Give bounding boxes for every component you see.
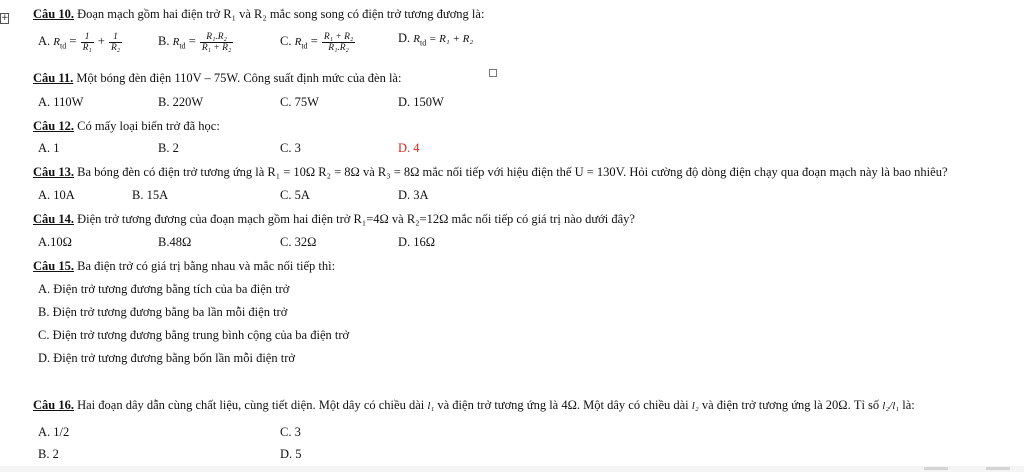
question-16-text: Hai đoạn dây dẫn cùng chất liệu, cùng tiết diện. Một dây có chiều dài xyxy=(73,398,428,412)
question-11-label: Câu 11. xyxy=(33,71,74,85)
question-16-text: và điện trở tương ứng là 20Ω. Tỉ số xyxy=(698,398,883,412)
fraction: $\frac{1}{\text{R₁}}$ xyxy=(82,31,92,53)
option-label: D. xyxy=(398,31,411,45)
q15-option-a[interactable]: A. Điện trở tương đương bằng tích của ba điện trở xyxy=(38,282,290,296)
q10-option-b[interactable] xyxy=(158,30,234,58)
q13-option-c[interactable]: C. 5A xyxy=(280,188,310,202)
page-bottom-edge xyxy=(0,466,1024,472)
formula-subscript: td xyxy=(301,41,308,51)
q15-option-b[interactable]: B. Điện trở tương đương bằng ba lần mỗi điện trở xyxy=(38,305,288,319)
formula-symbol: R xyxy=(53,36,61,48)
question-11-text: Một bóng đèn điện 110V – 75W. Công suất định mức của đèn là: xyxy=(73,71,402,85)
question-12 xyxy=(33,118,220,134)
fraction: $\frac{\text{R₁.R₂}}{\text{R₁ + R₂}}$ xyxy=(201,31,232,53)
length-ratio: l₂/l₁ xyxy=(882,400,900,412)
length-l1: l₁ xyxy=(427,400,435,412)
q11-option-d[interactable]: D. 150W xyxy=(398,95,444,109)
formula-operator: = xyxy=(69,34,77,48)
ruler-mark xyxy=(986,467,1010,470)
q13-option-d[interactable]: D. 3A xyxy=(398,188,429,202)
q11-option-b[interactable]: B. 220W xyxy=(158,95,204,109)
question-12-text: Có mấy loại biến trở đã học: xyxy=(73,119,220,133)
question-16-label: Câu 16. xyxy=(33,398,74,412)
question-11 xyxy=(33,70,401,86)
formula-operator: = xyxy=(310,34,318,48)
formula-rest: = R₁ + R₂ xyxy=(426,33,474,45)
q15-option-c[interactable]: C. Điện trở tương đương bằng trung bình cộng của ba điện trở xyxy=(38,328,350,342)
question-15 xyxy=(33,258,335,274)
question-13-label: Câu 13. xyxy=(33,165,74,179)
q16-option-c[interactable]: C. 3 xyxy=(280,425,301,439)
q14-option-a[interactable]: A.10Ω xyxy=(38,235,72,249)
question-14-label: Câu 14. xyxy=(33,212,74,226)
formula-symbol: R xyxy=(294,36,302,48)
formula-symbol: R xyxy=(172,36,180,48)
q15-option-d[interactable]: D. Điện trở tương đương bằng bốn lần mỗi điện trở xyxy=(38,351,295,365)
q16-option-b[interactable]: B. 2 xyxy=(38,447,59,461)
question-10-label: Câu 10. xyxy=(33,7,74,21)
checkbox-icon[interactable] xyxy=(489,69,497,77)
q14-option-d[interactable]: D. 16Ω xyxy=(398,235,436,249)
question-15-label: Câu 15. xyxy=(33,259,74,273)
fraction: $\frac{\text{R₁ + R₂}}{\text{R₁.R₂}}$ xyxy=(323,31,354,53)
formula-subscript: td xyxy=(60,41,67,51)
question-15-text: Ba điện trở có giá trị bằng nhau và mắc nối tiếp thì: xyxy=(73,259,336,273)
q11-option-c[interactable]: C. 75W xyxy=(280,95,319,109)
q12-option-d[interactable]: D. 4 xyxy=(398,141,420,155)
question-16-text: là: xyxy=(899,398,915,412)
question-10-text: Đoạn mạch gồm hai điện trở R₁ và R₂ mắc song song có điện trở tương đương là: xyxy=(73,7,485,21)
q13-option-a[interactable]: A. 10A xyxy=(38,188,75,202)
q10-option-c[interactable] xyxy=(280,30,356,58)
q13-option-b[interactable]: B. 15A xyxy=(132,188,169,202)
question-14 xyxy=(33,211,635,227)
question-13 xyxy=(33,164,948,180)
question-13-text: Ba bóng đèn có điện trở tương ứng là R₁ = 10Ω R₂ = 8Ω và R₃ = 8Ω mắc nối tiếp với hiệu điện thế U = 130V. Hỏi cường độ dòng điện chạy qua đoạn mạch này là bao nhiêu? xyxy=(73,165,948,179)
formula-symbol: R xyxy=(413,33,421,45)
q12-option-a[interactable]: A. 1 xyxy=(38,141,60,155)
formula-operator: = xyxy=(188,34,196,48)
q10-option-a[interactable] xyxy=(38,30,123,58)
formula-operator: + xyxy=(97,34,105,48)
formula-subscript: td xyxy=(420,38,427,48)
fraction: $\frac{1}{\text{R₂}}$ xyxy=(110,31,121,53)
option-label: A. xyxy=(38,34,51,48)
q11-option-a[interactable]: A. 110W xyxy=(38,95,84,109)
formula-subscript: td xyxy=(179,41,186,51)
question-12-label: Câu 12. xyxy=(33,119,74,133)
length-l2: l₂ xyxy=(691,400,699,412)
option-label: C. xyxy=(280,34,292,48)
q14-option-b[interactable]: B.48Ω xyxy=(158,235,192,249)
q16-option-d[interactable]: D. 5 xyxy=(280,447,302,461)
q12-option-c[interactable]: C. 3 xyxy=(280,141,301,155)
question-16-text: và điện trở tương ứng là 4Ω. Một dây có chiều dài xyxy=(434,398,692,412)
q16-option-a[interactable]: A. 1/2 xyxy=(38,425,70,439)
question-16 xyxy=(33,397,915,414)
question-14-text: Điện trở tương đương của đoạn mạch gồm hai điện trở R₁=4Ω và R₂=12Ω mắc nối tiếp có giá trị nào dưới đây? xyxy=(73,212,635,226)
q10-option-d[interactable] xyxy=(398,30,473,52)
q12-option-b[interactable]: B. 2 xyxy=(158,141,179,155)
option-label: B. xyxy=(158,34,170,48)
question-10 xyxy=(33,6,484,22)
ruler-mark xyxy=(924,467,948,470)
expand-collapse-icon[interactable]: + xyxy=(1,13,9,23)
q14-option-c[interactable]: C. 32Ω xyxy=(280,235,317,249)
